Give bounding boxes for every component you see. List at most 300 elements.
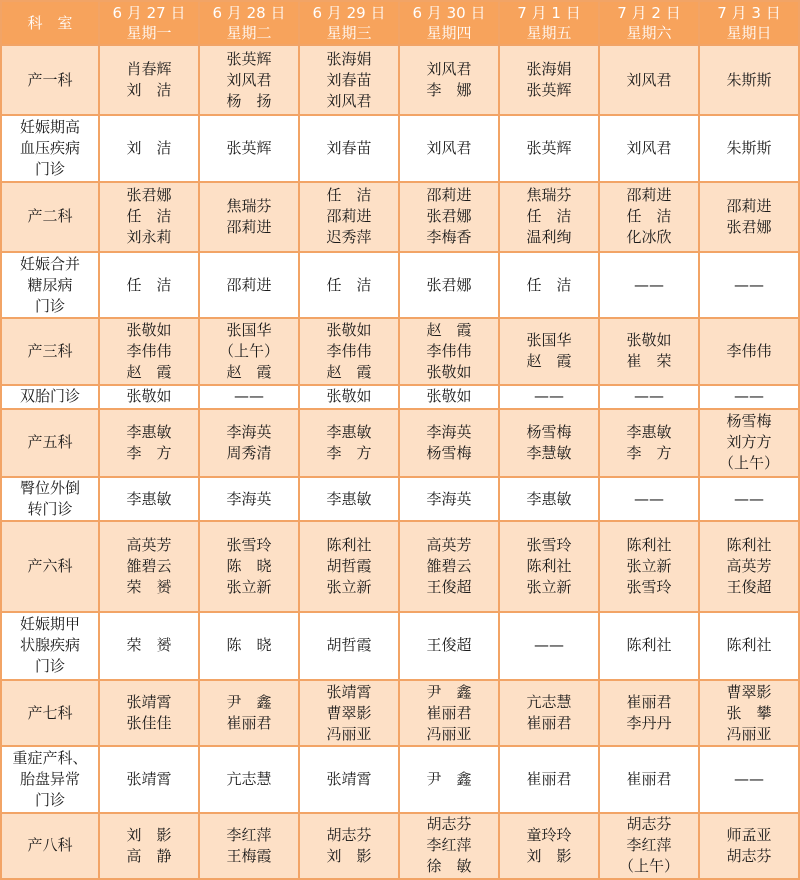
header-day-4 [399, 1, 499, 45]
duty-cell [499, 318, 599, 384]
doctor-name: 张 攀 [726, 703, 772, 722]
doctor-name: 张敬如 [126, 320, 172, 339]
header-weekday: 星期六 [626, 24, 672, 42]
doctor-name: 徐 敏 [426, 857, 472, 876]
doctor-name: 张立新 [226, 577, 272, 596]
doctor-name: —— [534, 636, 564, 655]
doctor-name: 亢志慧 [526, 693, 572, 712]
doctor-name: —— [634, 489, 664, 508]
department-name-line: 臀位外倒 [19, 479, 80, 498]
doctor-name: 冯丽亚 [426, 724, 472, 743]
duty-cell [399, 409, 499, 477]
doctor-name: 胡哲霞 [326, 556, 372, 575]
duty-cell [199, 477, 299, 521]
department-cell [1, 115, 99, 181]
duty-cell [399, 680, 499, 746]
doctor-name: 张英辉 [526, 138, 572, 157]
duty-cell [499, 746, 599, 812]
department-cell [1, 45, 99, 115]
doctor-name: 赵 霞 [126, 362, 172, 381]
header-day-6 [599, 1, 699, 45]
doctor-name: 朱斯斯 [726, 138, 772, 157]
duty-cell [299, 318, 399, 384]
duty-cell [399, 318, 499, 384]
doctor-name: 尹 鑫 [226, 693, 272, 712]
duty-cell [99, 680, 199, 746]
table-row [1, 521, 799, 611]
doctor-name: 张立新 [526, 577, 572, 596]
header-date: 6 月 30 日 [412, 4, 486, 22]
duty-cell [499, 115, 599, 181]
department-name-line: 产八科 [27, 836, 73, 855]
duty-cell [699, 746, 799, 812]
doctor-name: 高 静 [126, 846, 172, 865]
department-name-line: 妊娠期甲 [19, 615, 80, 634]
doctor-name: 李海英 [426, 422, 472, 441]
duty-cell [599, 409, 699, 477]
doctor-name: 李慧敏 [526, 443, 572, 462]
duty-cell [299, 252, 399, 318]
doctor-name: 陈利社 [626, 636, 672, 655]
department-name-line: 妊娠期高 [19, 117, 80, 136]
doctor-name: 崔丽君 [626, 769, 672, 788]
doctor-name: 张君娜 [726, 217, 772, 236]
doctor-name: 王俊超 [426, 636, 472, 655]
department-cell [1, 521, 99, 611]
doctor-name: 刘 影 [326, 846, 372, 865]
duty-cell [699, 521, 799, 611]
doctor-name: 张海娟 [326, 49, 372, 68]
doctor-name: 李伟伟 [426, 341, 472, 360]
duty-cell [199, 612, 299, 680]
department-name-line: 双胎门诊 [19, 387, 80, 406]
header-weekday: 星期五 [526, 24, 572, 42]
department-name-line: 状腺疾病 [19, 636, 80, 655]
doctor-name: 张敬如 [426, 362, 472, 381]
duty-cell [599, 477, 699, 521]
doctor-name: 邵莉进 [426, 186, 472, 205]
duty-cell [699, 409, 799, 477]
duty-cell [699, 612, 799, 680]
header-weekday: 星期四 [426, 24, 472, 42]
doctor-name: 王梅霞 [226, 846, 272, 865]
doctor-name: 张君娜 [426, 275, 472, 294]
doctor-name: 任 洁 [326, 186, 372, 205]
duty-cell [99, 115, 199, 181]
table-row [1, 115, 799, 181]
duty-cell [99, 409, 199, 477]
schedule-body [1, 45, 799, 879]
duty-cell [699, 813, 799, 879]
duty-cell [199, 385, 299, 409]
doctor-name: 李 方 [626, 443, 672, 462]
doctor-name: 李红萍 [626, 836, 672, 855]
duty-cell [499, 385, 599, 409]
duty-cell [399, 385, 499, 409]
doctor-name: 刘风君 [226, 70, 272, 89]
department-name-line: 妊娠合并 [19, 254, 80, 273]
header-date: 6 月 27 日 [112, 4, 186, 22]
duty-cell [399, 813, 499, 879]
doctor-name: 刘风君 [626, 70, 672, 89]
doctor-name: 刘风君 [426, 60, 472, 79]
duty-cell [499, 409, 599, 477]
duty-cell [299, 680, 399, 746]
doctor-name: 李惠敏 [326, 422, 372, 441]
duty-cell [99, 252, 199, 318]
doctor-name: 化冰欣 [626, 228, 672, 247]
department-cell [1, 385, 99, 409]
doctor-name: 张雪玲 [226, 535, 272, 554]
doctor-name: 李海英 [426, 489, 472, 508]
duty-cell [399, 182, 499, 252]
duty-cell [299, 385, 399, 409]
doctor-name: 张君娜 [426, 207, 472, 226]
table-row [1, 680, 799, 746]
schedule-header [1, 1, 799, 45]
duty-cell [199, 252, 299, 318]
table-row [1, 813, 799, 879]
doctor-name: 李梅香 [426, 228, 472, 247]
doctor-name: 邵莉进 [626, 186, 672, 205]
doctor-name: 李惠敏 [126, 422, 172, 441]
doctor-name: 崔丽君 [526, 714, 572, 733]
doctor-name: 尹 鑫 [426, 682, 472, 701]
doctor-name: 李红萍 [226, 825, 272, 844]
department-cell [1, 813, 99, 879]
doctor-name: 李惠敏 [126, 489, 172, 508]
header-weekday: 星期日 [726, 24, 772, 42]
duty-cell [499, 612, 599, 680]
doctor-name: 王俊超 [426, 577, 472, 596]
doctor-name: 冯丽亚 [726, 724, 772, 743]
table-row [1, 182, 799, 252]
doctor-name: 李海英 [226, 422, 272, 441]
duty-cell [199, 318, 299, 384]
duty-cell [299, 612, 399, 680]
table-row [1, 746, 799, 812]
doctor-name: 张靖霄 [126, 769, 172, 788]
doctor-name: 冯丽亚 [326, 724, 372, 743]
doctor-name: 师孟亚 [726, 825, 772, 844]
doctor-name: 崔 荣 [626, 352, 672, 371]
doctor-name: 陈利社 [626, 535, 672, 554]
doctor-name: —— [534, 387, 564, 406]
duty-cell [599, 612, 699, 680]
doctor-name: 焦瑞芬 [226, 196, 272, 215]
duty-cell [299, 477, 399, 521]
doctor-name: 赵 霞 [526, 352, 572, 371]
doctor-name: 李海英 [226, 489, 272, 508]
doctor-name: 刘春苗 [326, 70, 372, 89]
doctor-name: 陈利社 [526, 556, 572, 575]
department-name-line: 转门诊 [27, 500, 73, 519]
doctor-name: 任 洁 [626, 207, 672, 226]
doctor-name: 肖春辉 [126, 60, 172, 79]
doctor-name: 童玲玲 [526, 825, 572, 844]
department-name-line: 产一科 [27, 70, 73, 89]
doctor-name: 张靖霄 [326, 682, 372, 701]
duty-cell [599, 521, 699, 611]
duty-cell [199, 409, 299, 477]
duty-cell [99, 477, 199, 521]
duty-cell [399, 612, 499, 680]
duty-cell [499, 252, 599, 318]
department-name-line: 产三科 [27, 341, 73, 360]
duty-cell [99, 318, 199, 384]
header-date: 7 月 3 日 [717, 4, 781, 22]
doctor-name: 朱斯斯 [726, 70, 772, 89]
duty-cell [499, 182, 599, 252]
doctor-name: 焦瑞芬 [526, 186, 572, 205]
doctor-name: 赵 霞 [326, 362, 372, 381]
doctor-name: 张君娜 [126, 186, 172, 205]
doctor-name: 胡志芬 [626, 815, 672, 834]
doctor-name: 邵莉进 [726, 196, 772, 215]
doctor-name: —— [234, 387, 264, 406]
doctor-name: 张海娟 [526, 60, 572, 79]
doctor-name: 邵莉进 [326, 207, 372, 226]
department-cell [1, 318, 99, 384]
department-name-line: 门诊 [34, 657, 65, 676]
department-cell [1, 409, 99, 477]
duty-cell [299, 409, 399, 477]
doctor-name: 邵莉进 [226, 275, 272, 294]
doctor-name: 李丹丹 [626, 714, 672, 733]
duty-cell [99, 182, 199, 252]
doctor-name: 张雪玲 [626, 577, 672, 596]
duty-cell [99, 385, 199, 409]
duty-cell [699, 45, 799, 115]
doctor-name: 张立新 [326, 577, 372, 596]
duty-cell [99, 746, 199, 812]
doctor-name: 陈利社 [726, 535, 772, 554]
doctor-name: （上午） [218, 341, 279, 360]
duty-cell [699, 318, 799, 384]
duty-cell [599, 252, 699, 318]
department-name-line: 门诊 [34, 296, 65, 315]
duty-cell [599, 813, 699, 879]
duty-cell [699, 477, 799, 521]
doctor-name: 温利绚 [526, 228, 572, 247]
doctor-name: 荣 赟 [126, 636, 172, 655]
doctor-name: （上午） [718, 454, 779, 473]
doctor-name: 赵 霞 [226, 362, 272, 381]
doctor-name: 陈 晓 [226, 636, 272, 655]
department-name-line: 门诊 [34, 159, 65, 178]
duty-cell [499, 477, 599, 521]
header-day-7 [699, 1, 799, 45]
duty-cell [399, 521, 499, 611]
duty-cell [599, 115, 699, 181]
department-name-line: 产五科 [27, 433, 73, 452]
doctor-name: 张英辉 [226, 49, 272, 68]
duty-cell [199, 45, 299, 115]
doctor-name: 杨 扬 [226, 91, 272, 110]
duty-cell [599, 182, 699, 252]
duty-cell [199, 813, 299, 879]
header-day-2 [199, 1, 299, 45]
doctor-name: 任 洁 [126, 275, 172, 294]
duty-cell [99, 813, 199, 879]
doctor-name: 张英辉 [526, 81, 572, 100]
doctor-name: 迟秀萍 [326, 228, 372, 247]
department-name-line: 胎盘异常 [19, 769, 80, 788]
table-row [1, 318, 799, 384]
doctor-name: 崔丽君 [426, 703, 472, 722]
doctor-name: 高英芳 [426, 535, 472, 554]
doctor-name: 刘永莉 [126, 228, 172, 247]
doctor-name: 陈利社 [726, 636, 772, 655]
duty-cell [599, 45, 699, 115]
duty-cell [699, 182, 799, 252]
duty-cell [699, 252, 799, 318]
doctor-name: 刘 洁 [126, 81, 172, 100]
doctor-name: 张国华 [226, 320, 272, 339]
duty-cell [199, 521, 299, 611]
duty-cell [299, 521, 399, 611]
doctor-name: 亢志慧 [226, 769, 272, 788]
header-day-1 [99, 1, 199, 45]
table-row [1, 385, 799, 409]
duty-cell [599, 746, 699, 812]
doctor-name: 崔丽君 [526, 769, 572, 788]
doctor-name: 李伟伟 [326, 341, 372, 360]
doctor-name: 任 洁 [526, 207, 572, 226]
doctor-name: 周秀清 [226, 443, 272, 462]
header-date: 7 月 2 日 [617, 4, 681, 22]
doctor-name: 张靖霄 [326, 769, 372, 788]
duty-cell [399, 746, 499, 812]
doctor-name: 尹 鑫 [426, 769, 472, 788]
duty-cell [599, 318, 699, 384]
header-weekday: 星期一 [126, 24, 172, 42]
doctor-name: 杨雪梅 [526, 422, 572, 441]
doctor-name: —— [734, 387, 764, 406]
header-dept: 科 室 [1, 1, 99, 45]
doctor-name: 李伟伟 [726, 341, 772, 360]
doctor-name: 张敬如 [426, 387, 472, 406]
department-name-line: 重症产科、 [12, 748, 88, 767]
doctor-name: 杨雪梅 [726, 412, 772, 431]
doctor-name: 李 方 [126, 443, 172, 462]
duty-cell [299, 182, 399, 252]
doctor-name: 李惠敏 [326, 489, 372, 508]
department-name-line: 产二科 [27, 207, 73, 226]
doctor-name: 张敬如 [326, 387, 372, 406]
duty-cell [399, 252, 499, 318]
doctor-name: 张靖霄 [126, 693, 172, 712]
header-weekday: 星期二 [226, 24, 272, 42]
header-date: 6 月 29 日 [312, 4, 386, 22]
duty-cell [399, 477, 499, 521]
doctor-name: 曹翠影 [326, 703, 372, 722]
table-row [1, 477, 799, 521]
table-row [1, 409, 799, 477]
duty-cell [299, 115, 399, 181]
duty-cell [99, 612, 199, 680]
duty-cell [699, 385, 799, 409]
doctor-name: 陈 晓 [226, 556, 272, 575]
department-cell [1, 182, 99, 252]
doctor-name: 张立新 [626, 556, 672, 575]
doctor-name: —— [634, 275, 664, 294]
department-name-line: 门诊 [34, 790, 65, 809]
doctor-name: 刘 影 [526, 846, 572, 865]
doctor-name: 高英芳 [126, 535, 172, 554]
duty-cell [399, 115, 499, 181]
department-name-line: 产七科 [27, 703, 73, 722]
doctor-name: 李伟伟 [126, 341, 172, 360]
department-name-line: 产六科 [27, 556, 73, 575]
doctor-name: 胡志芬 [726, 846, 772, 865]
doctor-name: 刘 影 [126, 825, 172, 844]
department-cell [1, 746, 99, 812]
doctor-name: 张国华 [526, 331, 572, 350]
duty-cell [99, 521, 199, 611]
doctor-name: 王俊超 [726, 577, 772, 596]
doctor-name: 任 洁 [126, 207, 172, 226]
doctor-name: 崔丽君 [626, 693, 672, 712]
doctor-name: 刘风君 [426, 138, 472, 157]
doctor-name: 张敬如 [626, 331, 672, 350]
doctor-name: 雒碧云 [426, 556, 472, 575]
doctor-name: 张雪玲 [526, 535, 572, 554]
department-cell [1, 680, 99, 746]
doctor-name: 刘风君 [326, 91, 372, 110]
doctor-name: 陈利社 [326, 535, 372, 554]
duty-cell [499, 680, 599, 746]
doctor-name: 杨雪梅 [426, 443, 472, 462]
doctor-name: 胡哲霞 [326, 636, 372, 655]
duty-cell [199, 115, 299, 181]
department-name-line: 糖尿病 [27, 275, 73, 294]
header-weekday: 星期三 [326, 24, 372, 42]
doctor-name: 邵莉进 [226, 217, 272, 236]
duty-cell [99, 45, 199, 115]
doctor-name: —— [734, 769, 764, 788]
header-day-5 [499, 1, 599, 45]
doctor-name: 赵 霞 [426, 320, 472, 339]
duty-cell [299, 813, 399, 879]
doctor-name: 荣 赟 [126, 577, 172, 596]
doctor-name: 张英辉 [226, 138, 272, 157]
doctor-name: —— [734, 275, 764, 294]
doctor-name: 张敬如 [126, 387, 172, 406]
doctor-name: 胡志芬 [326, 825, 372, 844]
header-row [1, 1, 799, 45]
header-date: 6 月 28 日 [212, 4, 286, 22]
doctor-name: —— [734, 489, 764, 508]
department-cell [1, 477, 99, 521]
table-row [1, 252, 799, 318]
duty-cell [599, 680, 699, 746]
doctor-name: 任 洁 [326, 275, 372, 294]
duty-cell [199, 680, 299, 746]
header-day-3 [299, 1, 399, 45]
doctor-name: 李红萍 [426, 836, 472, 855]
doctor-name: 李 方 [326, 443, 372, 462]
doctor-name: （上午） [618, 857, 679, 876]
doctor-name: 李 娜 [426, 81, 472, 100]
duty-cell [399, 45, 499, 115]
doctor-name: 雒碧云 [126, 556, 172, 575]
doctor-name: 任 洁 [526, 275, 572, 294]
doctor-name: 李惠敏 [526, 489, 572, 508]
doctor-name: 高英芳 [726, 556, 772, 575]
doctor-name: —— [634, 387, 664, 406]
header-date: 7 月 1 日 [517, 4, 581, 22]
